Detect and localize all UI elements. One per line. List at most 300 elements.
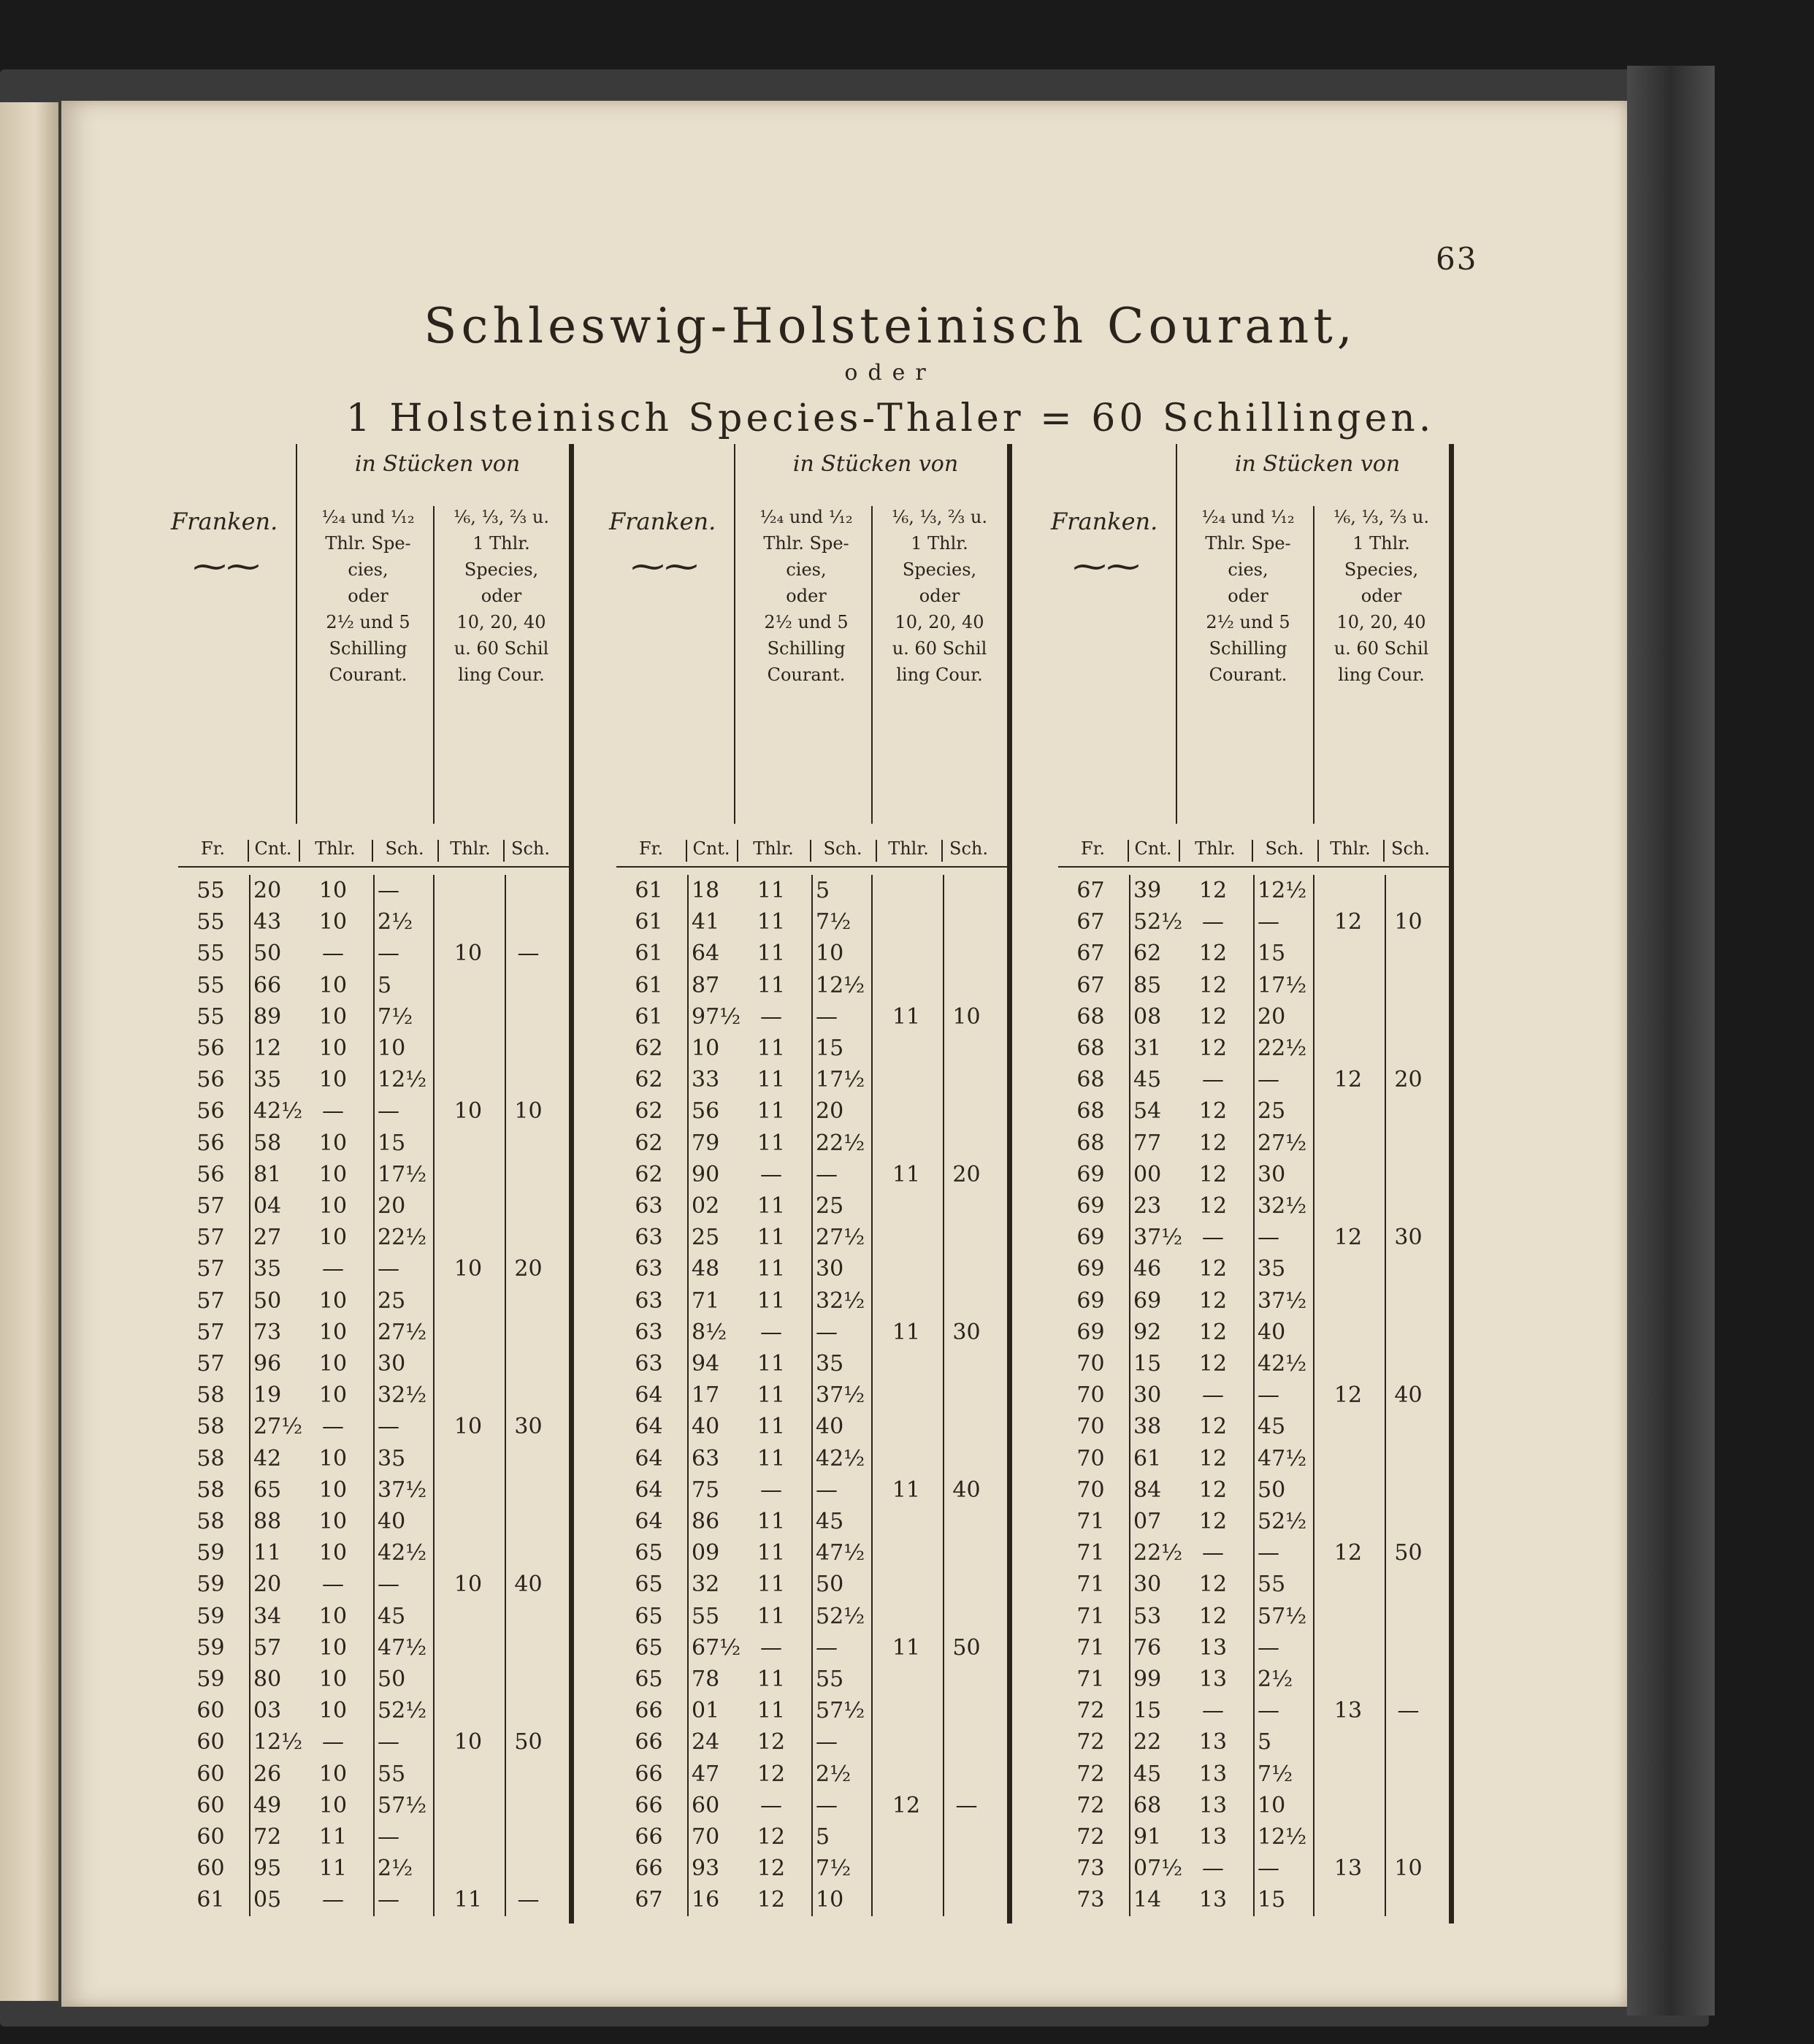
table-cell: 47½ (378, 1634, 427, 1661)
table-cell: 11 (892, 1319, 921, 1345)
subheader-rule (437, 840, 439, 862)
table-cell (437, 1601, 499, 1632)
table-cell: 10 (318, 1382, 348, 1409)
subheader-rule (941, 840, 943, 862)
table-cell: 15 (1133, 1351, 1162, 1377)
table-cell (1383, 1790, 1434, 1821)
pieces-header: in Stücken von (792, 451, 959, 477)
table-cell (941, 1411, 992, 1442)
table-cell: 04 (253, 1193, 282, 1219)
table-cell: 14 (1133, 1887, 1162, 1913)
tilde-ornament: ⁓⁓ (631, 546, 698, 586)
table-cell (941, 1095, 992, 1127)
table-cell: 11 (757, 1036, 786, 1061)
table-cell: 37½ (816, 1382, 865, 1409)
table-cell (1317, 1128, 1379, 1159)
table-cell: 62 (1133, 941, 1162, 967)
table-cell (876, 1411, 937, 1442)
pieces-header: in Stücken von (354, 451, 521, 477)
table-cell: 63 (635, 1256, 663, 1282)
table-cell: 11 (757, 1130, 786, 1156)
table-cell: 50 (253, 1287, 282, 1314)
table-cell: 58 (196, 1382, 225, 1409)
table-cell: 12 (757, 1761, 786, 1787)
table-cell (876, 1348, 937, 1379)
table-cell: 2½ (1258, 1666, 1293, 1692)
table-cell: 60 (196, 1729, 225, 1756)
table-cell: 7½ (816, 909, 851, 935)
table-cell: 10 (318, 1351, 348, 1377)
table-cell (437, 1537, 499, 1569)
table-cell: 11 (757, 1098, 786, 1125)
table-cell: 71 (1076, 1603, 1105, 1629)
table-cell (1383, 970, 1434, 1001)
table-cell (876, 970, 937, 1001)
table-cell (437, 1159, 499, 1190)
pieces-large-header-line: 1 Thlr. (911, 533, 968, 554)
pieces-large-header-line: 10, 20, 40 (895, 612, 984, 632)
table-cell: 60 (692, 1792, 720, 1818)
table-cell: 68 (1076, 1067, 1105, 1093)
table-cell: 86 (692, 1509, 720, 1534)
column-subheader: Thlr. (1330, 838, 1371, 859)
table-cell: — (517, 941, 540, 967)
table-cell (503, 1190, 554, 1222)
column-subheader: Sch. (385, 838, 424, 859)
table-cell (503, 1601, 554, 1632)
table-cell (1317, 1253, 1379, 1285)
table-cell (1317, 1159, 1379, 1190)
table-cell: 15 (378, 1130, 406, 1156)
table-cell: 77 (1133, 1130, 1162, 1156)
subheader-rule (372, 840, 373, 862)
table-cell: 35 (816, 1351, 844, 1377)
table-cell: 50 (816, 1572, 844, 1598)
table-cell (437, 1790, 499, 1821)
table-cell: 31 (1133, 1036, 1162, 1061)
table-cell: 55 (196, 1003, 225, 1030)
table-cell: 61 (635, 972, 663, 998)
table-cell: 10 (318, 1319, 348, 1345)
table-cell (1317, 1443, 1379, 1474)
table-cell: — (517, 1887, 540, 1913)
table-cell (941, 1695, 992, 1726)
table-cell: 91 (1133, 1824, 1162, 1850)
table-cell: 09 (692, 1540, 720, 1566)
table-cell (876, 1726, 937, 1758)
data-column-rule (1253, 875, 1255, 1916)
pieces-large-header-line: 1 Thlr. (1352, 533, 1410, 554)
table-cell (437, 1033, 499, 1064)
table-cell (437, 1317, 499, 1348)
table-cell: — (816, 1161, 838, 1187)
table-cell: 11 (757, 1414, 786, 1440)
pieces-large-header-line: ⅙, ⅓, ⅔ u. (891, 507, 987, 527)
table-cell: 69 (1076, 1287, 1105, 1314)
subheader-rule (299, 840, 300, 862)
table-cell: 61 (635, 909, 663, 935)
table-cell: 27 (253, 1225, 282, 1251)
table-cell: 55 (196, 909, 225, 935)
table-cell (1383, 1411, 1434, 1442)
table-cell (1383, 1601, 1434, 1632)
table-cell: 10 (318, 1540, 348, 1566)
column-subheader: Thlr. (1195, 838, 1236, 859)
pieces-small-header-line: Schilling (767, 638, 846, 659)
table-cell (876, 906, 937, 938)
table-cell: 67 (1076, 972, 1105, 998)
table-cell: 12 (757, 1824, 786, 1850)
table-cell (503, 1821, 554, 1853)
table-cell: 07½ (1133, 1856, 1183, 1882)
table-cell: 7½ (1258, 1761, 1293, 1787)
table-cell: 69 (1076, 1225, 1105, 1251)
table-cell: 11 (757, 1067, 786, 1093)
table-cell: 34 (253, 1603, 282, 1629)
table-cell: 54 (1133, 1098, 1162, 1125)
table-cell: 69 (1076, 1256, 1105, 1282)
table-cell: — (322, 1098, 344, 1125)
table-cell (1317, 1033, 1379, 1064)
table-cell: — (322, 1572, 344, 1598)
table-cell: 05 (253, 1887, 282, 1913)
table-cell (1317, 1317, 1379, 1348)
pieces-large-header-line: 10, 20, 40 (456, 612, 546, 632)
table-cell: 00 (1133, 1161, 1162, 1187)
table-cell: 12 (757, 1887, 786, 1913)
table-cell: 16 (692, 1887, 720, 1913)
table-cell: 35 (1258, 1256, 1286, 1282)
table-rule-right (569, 444, 574, 1924)
table-cell (876, 1537, 937, 1569)
table-cell: 63 (635, 1287, 663, 1314)
table-cell: 11 (253, 1540, 282, 1566)
table-cell: 40 (1258, 1319, 1286, 1345)
pieces-large-header-line: ling Cour. (458, 665, 545, 685)
table-cell: 11 (757, 909, 786, 935)
table-cell: 2½ (816, 1761, 851, 1787)
table-cell (437, 1128, 499, 1159)
table-cell: 22½ (1258, 1036, 1307, 1061)
table-cell (876, 1569, 937, 1600)
table-cell: 64 (635, 1509, 663, 1534)
table-cell: 26 (253, 1761, 282, 1787)
table-cell: 11 (757, 878, 786, 903)
table-cell: 10 (454, 1729, 483, 1756)
table-cell (941, 875, 992, 906)
table-cell: 11 (757, 1445, 786, 1471)
table-cell: 13 (1333, 1856, 1363, 1882)
table-cell (1383, 1726, 1434, 1758)
conversion-table (1051, 444, 1453, 1978)
header-rule (1176, 444, 1177, 824)
table-cell: 61 (1133, 1445, 1162, 1471)
table-cell: 52½ (378, 1698, 427, 1724)
table-cell: 40 (816, 1414, 844, 1440)
table-cell (503, 1064, 554, 1095)
table-cell: 55 (196, 972, 225, 998)
table-cell: 85 (1133, 972, 1162, 998)
table-cell: 63 (635, 1351, 663, 1377)
table-cell: — (1258, 1382, 1279, 1409)
pieces-small-header-line: cies, (786, 559, 827, 580)
table-cell (503, 1001, 554, 1033)
table-cell (1383, 1443, 1434, 1474)
table-cell: — (760, 1161, 782, 1187)
table-cell: 5 (1258, 1729, 1272, 1756)
column-subheader: Sch. (1265, 838, 1304, 859)
table-cell (941, 1537, 992, 1569)
conversion-table (171, 444, 573, 1978)
table-cell: 53 (1133, 1603, 1162, 1629)
table-cell: 78 (692, 1666, 720, 1692)
table-cell: 66 (635, 1729, 663, 1756)
table-cell (1383, 1348, 1434, 1379)
table-cell: 12 (1333, 909, 1363, 935)
conversion-table (609, 444, 1011, 1978)
table-cell: 15 (1133, 1698, 1162, 1724)
table-cell: 12 (1198, 1287, 1228, 1314)
table-cell: 58 (196, 1414, 225, 1440)
table-cell (876, 1695, 937, 1726)
table-cell: — (816, 1319, 838, 1345)
table-cell: — (1202, 1698, 1224, 1724)
pieces-small-header-line: cies, (1228, 559, 1268, 580)
table-cell (876, 938, 937, 969)
pieces-header: in Stücken von (1234, 451, 1401, 477)
table-cell: 12 (1198, 1003, 1228, 1030)
column-subheader: Thlr. (315, 838, 356, 859)
table-cell: 12 (1198, 1256, 1228, 1282)
table-cell: 64 (692, 941, 720, 967)
table-cell: 70 (1076, 1382, 1105, 1409)
table-cell: 12 (253, 1036, 282, 1061)
table-cell (503, 1695, 554, 1726)
table-cell (1317, 1884, 1379, 1915)
table-cell: — (816, 1634, 838, 1661)
table-cell (876, 1095, 937, 1127)
table-cell: 72 (1076, 1792, 1105, 1818)
table-cell: 15 (1258, 941, 1286, 967)
table-cell: 66 (253, 972, 282, 998)
table-cell: — (322, 941, 344, 967)
table-cell (1383, 938, 1434, 969)
table-cell: 90 (692, 1161, 720, 1187)
table-cell (1317, 1632, 1379, 1664)
table-cell: 10 (318, 1161, 348, 1187)
table-cell: 68 (1133, 1792, 1162, 1818)
table-cell: 10 (318, 1698, 348, 1724)
table-cell: 12 (1333, 1540, 1363, 1566)
table-cell: 5 (816, 1824, 830, 1850)
table-cell: — (760, 1319, 782, 1345)
header-rule (734, 444, 735, 824)
table-cell (941, 1443, 992, 1474)
table-cell: 62 (635, 1098, 663, 1125)
table-cell: 57 (196, 1351, 225, 1377)
table-cell: — (1202, 1382, 1224, 1409)
pieces-large-header-line: ling Cour. (896, 665, 983, 685)
table-cell: 22½ (378, 1225, 427, 1251)
table-cell (1317, 1285, 1379, 1317)
table-cell: 70 (1076, 1477, 1105, 1503)
table-cell: — (760, 1477, 782, 1503)
table-cell: 10 (318, 1287, 348, 1314)
pieces-small-header-line: 2½ und 5 (326, 612, 410, 632)
table-cell: 65 (253, 1477, 282, 1503)
table-cell: — (322, 1414, 344, 1440)
table-cell (1317, 1821, 1379, 1853)
table-cell (876, 1064, 937, 1095)
table-cell: 10 (1258, 1792, 1286, 1818)
table-cell: 94 (692, 1351, 720, 1377)
table-cell (437, 1664, 499, 1695)
table-cell: 5 (378, 972, 392, 998)
table-cell: 10 (318, 1225, 348, 1251)
table-cell: 13 (1198, 1761, 1228, 1787)
table-cell: 60 (196, 1761, 225, 1787)
table-cell: 59 (196, 1603, 225, 1629)
table-cell: 72 (253, 1824, 282, 1850)
table-cell: 11 (454, 1887, 483, 1913)
data-column-rule (249, 875, 250, 1916)
table-cell: 10 (318, 878, 348, 903)
table-cell: — (760, 1792, 782, 1818)
table-cell: 60 (196, 1698, 225, 1724)
table-cell: 55 (378, 1761, 406, 1787)
table-cell: 12 (757, 1729, 786, 1756)
table-cell: 12½ (816, 972, 865, 998)
table-cell: 49 (253, 1792, 282, 1818)
table-cell: 66 (635, 1761, 663, 1787)
table-cell: 50 (514, 1729, 543, 1756)
subheader-underline (1058, 866, 1453, 868)
table-cell: 61 (196, 1887, 225, 1913)
table-cell: 12 (1198, 1477, 1228, 1503)
table-cell: 42 (253, 1445, 282, 1471)
table-cell: 12 (1198, 1036, 1228, 1061)
table-cell: 11 (757, 1666, 786, 1692)
table-cell: 40 (378, 1509, 406, 1534)
table-cell: — (1258, 1225, 1279, 1251)
table-cell: 12 (1198, 878, 1228, 903)
table-cell: — (816, 1792, 838, 1818)
table-cell (1317, 1190, 1379, 1222)
pieces-large-header-line: Species, (902, 559, 977, 580)
table-cell: 27½ (253, 1414, 303, 1440)
table-cell: — (378, 1572, 399, 1598)
table-cell: 20 (1258, 1003, 1286, 1030)
table-cell: 43 (253, 909, 282, 935)
table-cell: 71 (1076, 1540, 1105, 1566)
subheader-rule (1252, 840, 1253, 862)
pieces-small-header-line: oder (348, 586, 389, 606)
table-cell: 63 (635, 1319, 663, 1345)
table-cell: 93 (692, 1856, 720, 1882)
table-cell: 47 (692, 1761, 720, 1787)
table-cell: 27½ (816, 1225, 865, 1251)
table-cell: 07 (1133, 1509, 1162, 1534)
column-subheader: Sch. (511, 838, 550, 859)
table-cell: 30 (1394, 1225, 1423, 1251)
table-cell: 12 (1198, 941, 1228, 967)
table-cell: 11 (318, 1856, 348, 1882)
table-cell: 24 (692, 1729, 720, 1756)
table-cell (503, 1285, 554, 1317)
table-cell: 10 (318, 1003, 348, 1030)
table-cell (437, 1064, 499, 1095)
table-cell: 68 (1076, 1003, 1105, 1030)
table-cell: 10 (318, 1761, 348, 1787)
table-cell: 38 (1133, 1414, 1162, 1440)
table-cell (437, 906, 499, 938)
table-cell (503, 1474, 554, 1506)
pieces-large-header-line: ⅙, ⅓, ⅔ u. (1333, 507, 1429, 527)
table-cell (941, 1253, 992, 1285)
table-cell (437, 875, 499, 906)
pieces-large-header-line: u. 60 Schil (1333, 638, 1429, 659)
table-cell (941, 1758, 992, 1790)
table-cell: 27½ (1258, 1130, 1307, 1156)
table-cell: 15 (816, 1036, 844, 1061)
franken-header: Franken. (171, 508, 278, 535)
table-cell: 2½ (378, 1856, 413, 1882)
table-cell: 30 (1133, 1572, 1162, 1598)
table-cell: 12½ (1258, 1824, 1307, 1850)
table-cell: 30 (816, 1256, 844, 1282)
table-cell: 40 (952, 1477, 981, 1503)
table-cell (876, 1664, 937, 1695)
table-cell: 61 (635, 1003, 663, 1030)
table-cell: 73 (253, 1319, 282, 1345)
table-cell (1383, 1474, 1434, 1506)
table-cell: 57 (196, 1319, 225, 1345)
table-cell: 56 (196, 1130, 225, 1156)
table-cell: 37½ (1133, 1225, 1183, 1251)
table-cell: 25 (816, 1193, 844, 1219)
pieces-small-header-line: ¹⁄₂₄ und ¹⁄₁₂ (321, 507, 415, 527)
data-column-rule (687, 875, 689, 1916)
table-cell (1383, 1253, 1434, 1285)
table-cell (437, 1695, 499, 1726)
table-cell: 59 (196, 1666, 225, 1692)
table-cell: 58 (196, 1509, 225, 1534)
table-cell: 72 (1076, 1729, 1105, 1756)
table-cell: — (1258, 1634, 1279, 1661)
table-cell: — (378, 1824, 399, 1850)
table-cell: 10 (378, 1036, 406, 1061)
table-cell: 70 (1076, 1351, 1105, 1377)
table-cell: 11 (757, 1698, 786, 1724)
table-cell (503, 1159, 554, 1190)
table-cell: 08 (1133, 1003, 1162, 1030)
table-cell: 57 (196, 1287, 225, 1314)
table-cell: 58 (253, 1130, 282, 1156)
table-cell: 69 (1076, 1193, 1105, 1219)
table-cell (437, 1821, 499, 1853)
table-cell: 10 (318, 1036, 348, 1061)
table-cell: 25 (692, 1225, 720, 1251)
table-cell: 57 (196, 1225, 225, 1251)
subheader-underline (616, 866, 1011, 868)
table-cell: 50 (253, 941, 282, 967)
table-cell: 23 (1133, 1193, 1162, 1219)
table-cell: 40 (1394, 1382, 1423, 1409)
table-cell: 10 (318, 909, 348, 935)
table-cell (876, 1253, 937, 1285)
table-cell: — (1258, 1856, 1279, 1882)
table-cell: 20 (514, 1256, 543, 1282)
